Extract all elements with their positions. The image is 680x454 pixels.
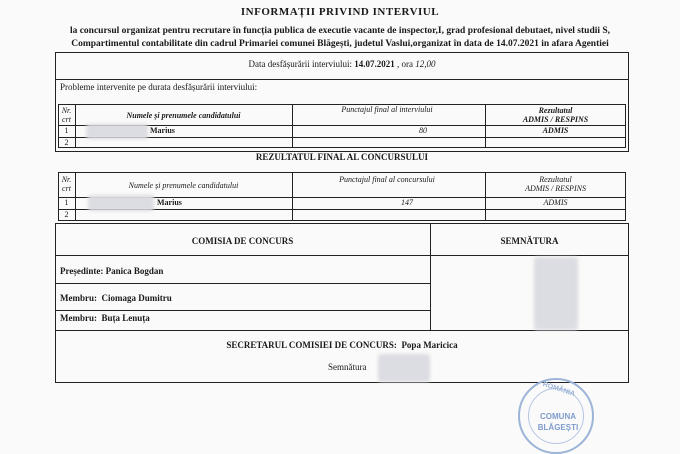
commission-header: COMISIA DE CONCURS [191,236,294,246]
candidate-name: Marius [150,126,175,135]
redacted-signatures [534,257,578,330]
stamp-top-text: ROMÂNIA [541,381,576,398]
final-col-score: Punctajul final al concursului [339,175,435,184]
interview-col-score: Punctajul final al interviului [341,105,433,114]
final-col-name: Numele și prenumele candidatului [128,181,239,190]
commission-member-1: Membru: Ciomaga Dumitru [60,293,172,303]
interview-date: 14.07.2021 [354,59,395,69]
final-col-result: Rezultatul ADMIS / RESPINS [525,175,586,193]
signature-header: SEMNĂTURA [500,236,559,246]
redacted-surname [88,195,154,211]
president-name: Panica Bogdan [105,266,164,276]
interview-hour: 12,00 [415,59,436,69]
page-title: INFORMAȚII PRIVIND INTERVIUL [240,6,440,18]
member-2-name: Buța Lenuța [101,313,150,323]
interview-col-name: Numele și prenumele candidatului [126,111,241,120]
intro-line-2: Compartimentul contabilitate din cadrul Primariei comunei Blăgești, judetul Vaslui,organizat în data de 14.07.2021 in afara Agentiei [71,38,609,49]
final-col-nr: Nr. crt [61,175,72,193]
stamp-middle-text: COMUNA [540,412,576,421]
interview-result: ADMIS [542,126,569,135]
intro-line-1: la concursul organizat pentru recrutare în funcția publica de executie vacante de inspector,I, grad profesional debutaet, nivel studii S, [69,26,611,36]
intro-text [40,25,640,50]
secretary-line: SECRETARUL COMISIEI DE CONCURS: Popa Maricica [226,340,458,350]
interview-col-result: Rezultatul ADMIS / RESPINS [522,106,589,124]
stamp-bottom-text: BLĂGEȘTI [537,423,579,432]
final-results-title: REZULTATUL FINAL AL CONCURSULUI [255,152,429,162]
table-row: 2 [64,138,69,147]
member-1-name: Ciomaga Dumitru [101,293,172,303]
final-result: ADMIS [543,198,568,207]
interview-col-nr: Nr. crt [61,106,72,124]
interview-score: 80 [419,126,427,135]
secretary-signature-label: Semnătura [328,362,367,372]
final-score: 147 [401,198,413,207]
official-stamp [518,378,594,454]
secretary-name: Popa Maricica [401,340,458,350]
candidate-name: Marius [157,198,182,207]
problems-label: Probleme intervenite pe durata desfășurării interviului: [60,82,258,92]
table-row: 1 Marius 80 ADMIS [58,126,626,137]
commission-member-2: Membru: Buța Lenuța [60,313,150,323]
interview-date-line: Data desfășurării interviului: 14.07.2021 , ora 12,00 [248,59,436,69]
commission-president: Președinte: Panica Bogdan [60,266,164,276]
table-row: 1 Marius 147 ADMIS [58,198,626,209]
redacted-surname [86,124,148,139]
redacted-secretary-signature [378,354,430,382]
table-row: 2 [64,210,69,219]
